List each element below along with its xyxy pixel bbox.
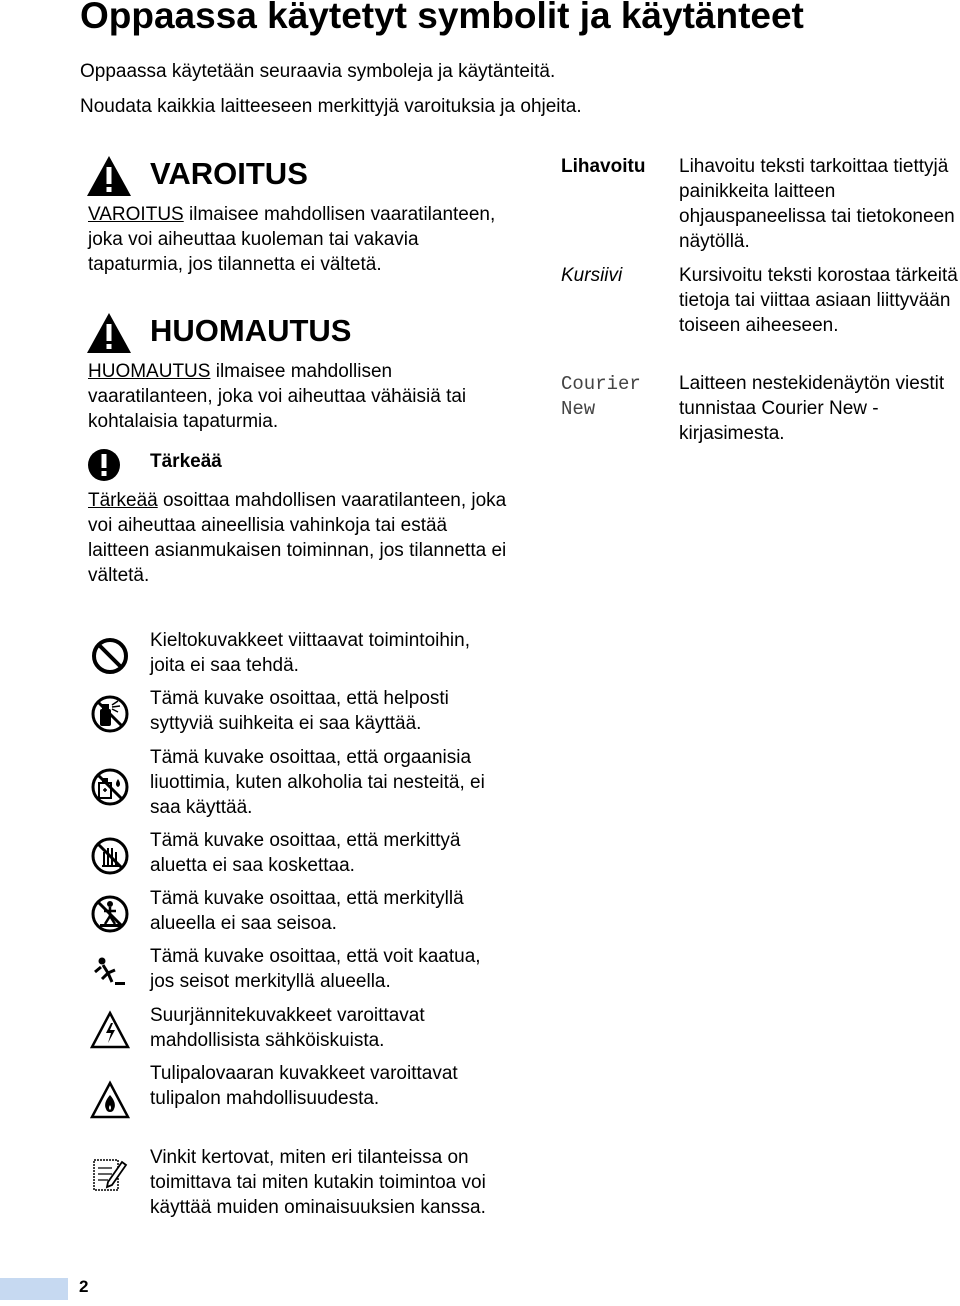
symbol-text-solvents: Tämä kuvake osoittaa, että orgaanisia liuottimia, kuten alkoholia tai nesteitä, ei saa käyttää.	[150, 747, 485, 818]
symbol-text-voltage: Suurjännitekuvakkeet varoittavat mahdollisista sähköiskuista.	[150, 1005, 425, 1051]
no-organic-solvents-icon	[88, 765, 132, 809]
convention-desc-bold: Lihavoitu teksti tarkoittaa tiettyjä painikkeita laitteen ohjauspaneelissa tai tietokoneen näytöllä.	[679, 156, 955, 252]
caution-body: ilmaisee mahdollisen vaaratilanteen, joka voi aiheuttaa vähäisiä tai kohtalaisia tapaturmia.	[88, 361, 467, 432]
symbol-text-note: Vinkit kertovat, miten eri tilanteissa on toimittava tai miten kutakin toimintoa voi käyttää muiden ominaisuuksien kanssa.	[150, 1147, 486, 1218]
note-pencil-icon	[88, 1152, 132, 1196]
no-standing-icon	[88, 892, 132, 936]
convention-desc-italic: Kursivoitu teksti korostaa tärkeitä tietoja tai viittaa asiaan liittyvään toiseen aiheeseen.	[679, 265, 958, 336]
intro-line-1: Oppaassa käytetään seuraavia symboleja ja käytänteitä.	[80, 61, 556, 82]
page-title: Oppaassa käytetyt symbolit ja käytänteet	[80, 0, 804, 36]
convention-term-italic: Kursiivi	[561, 265, 623, 286]
important-lead: Tärkeää	[88, 490, 158, 511]
caution-triangle-icon	[86, 312, 132, 354]
prohibited-icon	[88, 634, 132, 678]
page-number: 2	[79, 1277, 89, 1296]
no-touch-icon	[88, 834, 132, 878]
important-body: osoittaa mahdollisen vaaratilanteen, joka voi aiheuttaa aineellisia vahinkoja tai estää laitteen asianmukaisen toiminnan, jos tilannetta ei vältetä.	[88, 490, 507, 586]
symbol-text-fall: Tämä kuvake osoittaa, että voit kaatua, jos seisot merkityllä alueella.	[150, 946, 481, 992]
warning-title: VAROITUS	[150, 156, 308, 191]
convention-term-bold: Lihavoitu	[561, 156, 646, 177]
footer-bar	[0, 1278, 68, 1300]
symbol-text-prohibited: Kieltokuvakkeet viittaavat toimintoihin, joita ei saa tehdä.	[150, 630, 470, 676]
fire-hazard-icon	[88, 1079, 132, 1123]
high-voltage-icon	[88, 1009, 132, 1053]
warning-body: ilmaisee mahdollisen vaaratilanteen, joka voi aiheuttaa kuoleman tai vakavia tapaturmia, jos tilannetta ei vältetä.	[88, 204, 496, 275]
warning-text	[88, 202, 508, 277]
no-flammable-spray-icon	[88, 692, 132, 736]
symbol-text-standing: Tämä kuvake osoittaa, että merkityllä alueella ei saa seisoa.	[150, 888, 464, 934]
fall-hazard-icon	[88, 950, 132, 994]
convention-term-mono: Courier New	[561, 373, 641, 420]
symbol-text-fire: Tulipalovaaran kuvakkeet varoittavat tulipalon mahdollisuudesta.	[150, 1063, 458, 1109]
symbol-text-touch: Tämä kuvake osoittaa, että merkittyä aluetta ei saa koskettaa.	[150, 830, 461, 876]
symbol-text-spray: Tämä kuvake osoittaa, että helposti syttyviä suihkeita ei saa käyttää.	[150, 688, 449, 734]
caution-lead: HUOMAUTUS	[88, 361, 211, 382]
important-exclamation-icon	[87, 448, 121, 482]
warning-lead: VAROITUS	[88, 204, 184, 225]
convention-desc-mono: Laitteen nestekidenäytön viestit tunnistaa Courier New -kirjasimesta.	[679, 373, 945, 444]
intro-line-2: Noudata kaikkia laitteeseen merkittyjä varoituksia ja ohjeita.	[80, 96, 582, 117]
important-title: Tärkeää	[150, 451, 222, 472]
caution-text	[88, 359, 508, 434]
important-text	[88, 488, 508, 588]
warning-triangle-icon	[86, 155, 132, 197]
caution-title: HUOMAUTUS	[150, 313, 352, 348]
